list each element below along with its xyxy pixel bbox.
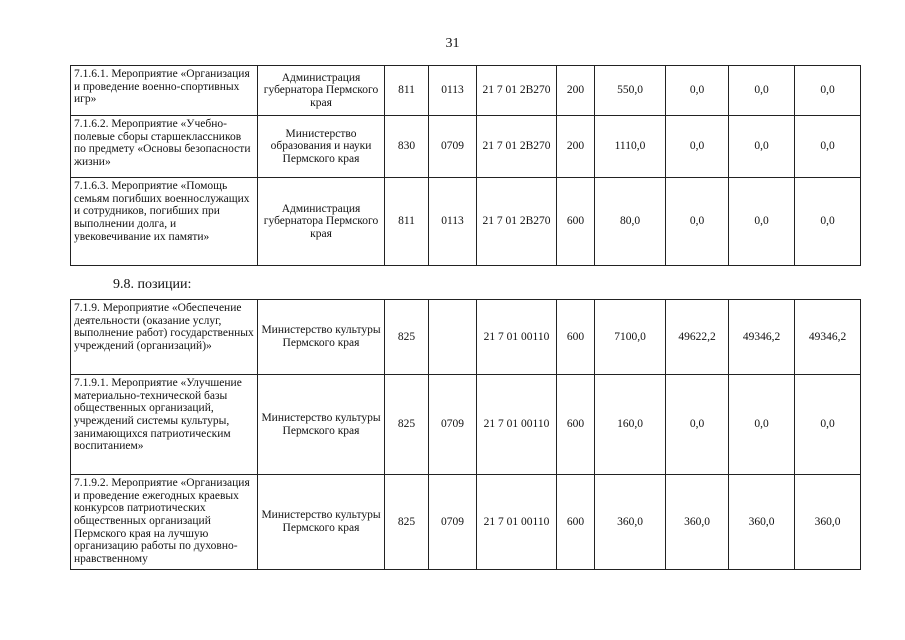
amount-col-3: 360,0 bbox=[729, 475, 795, 570]
amount-col-3: 0,0 bbox=[729, 116, 795, 178]
budget-table-2 bbox=[70, 299, 861, 570]
executor: Министерство культуры Пермского края bbox=[258, 375, 385, 475]
grbs-code: 830 bbox=[385, 116, 429, 178]
executor: Министерство культуры Пермского края bbox=[258, 475, 385, 570]
amount-col-1: 7100,0 bbox=[595, 300, 666, 375]
amount-col-2: 49622,2 bbox=[666, 300, 729, 375]
amount-col-1: 550,0 bbox=[595, 66, 666, 116]
amount-col-2: 0,0 bbox=[666, 178, 729, 266]
expense-type-code: 200 bbox=[557, 66, 595, 116]
page-number: 31 bbox=[445, 36, 460, 51]
target-article-code: 21 7 01 00110 bbox=[477, 475, 557, 570]
amount-col-4: 360,0 bbox=[795, 475, 861, 570]
amount-col-3: 49346,2 bbox=[729, 300, 795, 375]
target-article-code: 21 7 01 00110 bbox=[477, 375, 557, 475]
executor: Администрация губернатора Пермского края bbox=[258, 178, 385, 266]
grbs-code: 811 bbox=[385, 178, 429, 266]
executor: Министерство образования и науки Пермского края bbox=[258, 116, 385, 178]
measure-name: 7.1.9.1. Мероприятие «Улучшение материально-технической базы общественных организаций, учреждений системы культуры, занимающихся патриотическим воспитанием» bbox=[71, 375, 258, 475]
section-code: 0709 bbox=[429, 375, 477, 475]
amount-col-2: 360,0 bbox=[666, 475, 729, 570]
amount-col-2: 0,0 bbox=[666, 116, 729, 178]
table-row bbox=[71, 300, 861, 375]
executor: Министерство культуры Пермского края bbox=[258, 300, 385, 375]
amount-col-4: 0,0 bbox=[795, 178, 861, 266]
amount-col-3: 0,0 bbox=[729, 66, 795, 116]
table-row bbox=[71, 375, 861, 475]
expense-type-code: 200 bbox=[557, 116, 595, 178]
section-code: 0113 bbox=[429, 178, 477, 266]
target-article-code: 21 7 01 2В270 bbox=[477, 178, 557, 266]
section-label: 9.8. позиции: bbox=[113, 277, 192, 292]
measure-name: 7.1.9.2. Мероприятие «Организация и проведение ежегодных краевых конкурсов патриотических общественных организаций Пермского края на лучшую организацию работы по духовно-нравственному bbox=[71, 475, 258, 570]
amount-col-4: 0,0 bbox=[795, 66, 861, 116]
expense-type-code: 600 bbox=[557, 475, 595, 570]
table-row bbox=[71, 116, 861, 178]
section-code: 0709 bbox=[429, 116, 477, 178]
budget-table-1 bbox=[70, 65, 861, 266]
grbs-code: 811 bbox=[385, 66, 429, 116]
amount-col-4: 0,0 bbox=[795, 116, 861, 178]
amount-col-3: 0,0 bbox=[729, 375, 795, 475]
expense-type-code: 600 bbox=[557, 300, 595, 375]
amount-col-2: 0,0 bbox=[666, 66, 729, 116]
amount-col-3: 0,0 bbox=[729, 178, 795, 266]
expense-type-code: 600 bbox=[557, 375, 595, 475]
measure-name: 7.1.6.1. Мероприятие «Организация и проведение военно-спортивных игр» bbox=[71, 66, 258, 116]
amount-col-1: 360,0 bbox=[595, 475, 666, 570]
amount-col-1: 160,0 bbox=[595, 375, 666, 475]
target-article-code: 21 7 01 2В270 bbox=[477, 66, 557, 116]
section-code: 0113 bbox=[429, 66, 477, 116]
table-row bbox=[71, 475, 861, 570]
amount-col-1: 1110,0 bbox=[595, 116, 666, 178]
measure-name: 7.1.6.3. Мероприятие «Помощь семьям погибших военнослужащих и сотрудников, погибших при выполнении долга, и увековечивание их памяти» bbox=[71, 178, 258, 266]
section-code: 0709 bbox=[429, 475, 477, 570]
target-article-code: 21 7 01 2В270 bbox=[477, 116, 557, 178]
executor: Администрация губернатора Пермского края bbox=[258, 66, 385, 116]
section-code bbox=[429, 300, 477, 375]
table-row bbox=[71, 178, 861, 266]
amount-col-4: 49346,2 bbox=[795, 300, 861, 375]
measure-name: 7.1.9. Мероприятие «Обеспечение деятельности (оказание услуг, выполнение работ) государственных учреждений (организаций)» bbox=[71, 300, 258, 375]
grbs-code: 825 bbox=[385, 475, 429, 570]
measure-name: 7.1.6.2. Мероприятие «Учебно-полевые сборы старшеклассников по предмету «Основы безопасности жизни» bbox=[71, 116, 258, 178]
amount-col-2: 0,0 bbox=[666, 375, 729, 475]
target-article-code: 21 7 01 00110 bbox=[477, 300, 557, 375]
amount-col-4: 0,0 bbox=[795, 375, 861, 475]
grbs-code: 825 bbox=[385, 375, 429, 475]
expense-type-code: 600 bbox=[557, 178, 595, 266]
grbs-code: 825 bbox=[385, 300, 429, 375]
table-row bbox=[71, 66, 861, 116]
amount-col-1: 80,0 bbox=[595, 178, 666, 266]
